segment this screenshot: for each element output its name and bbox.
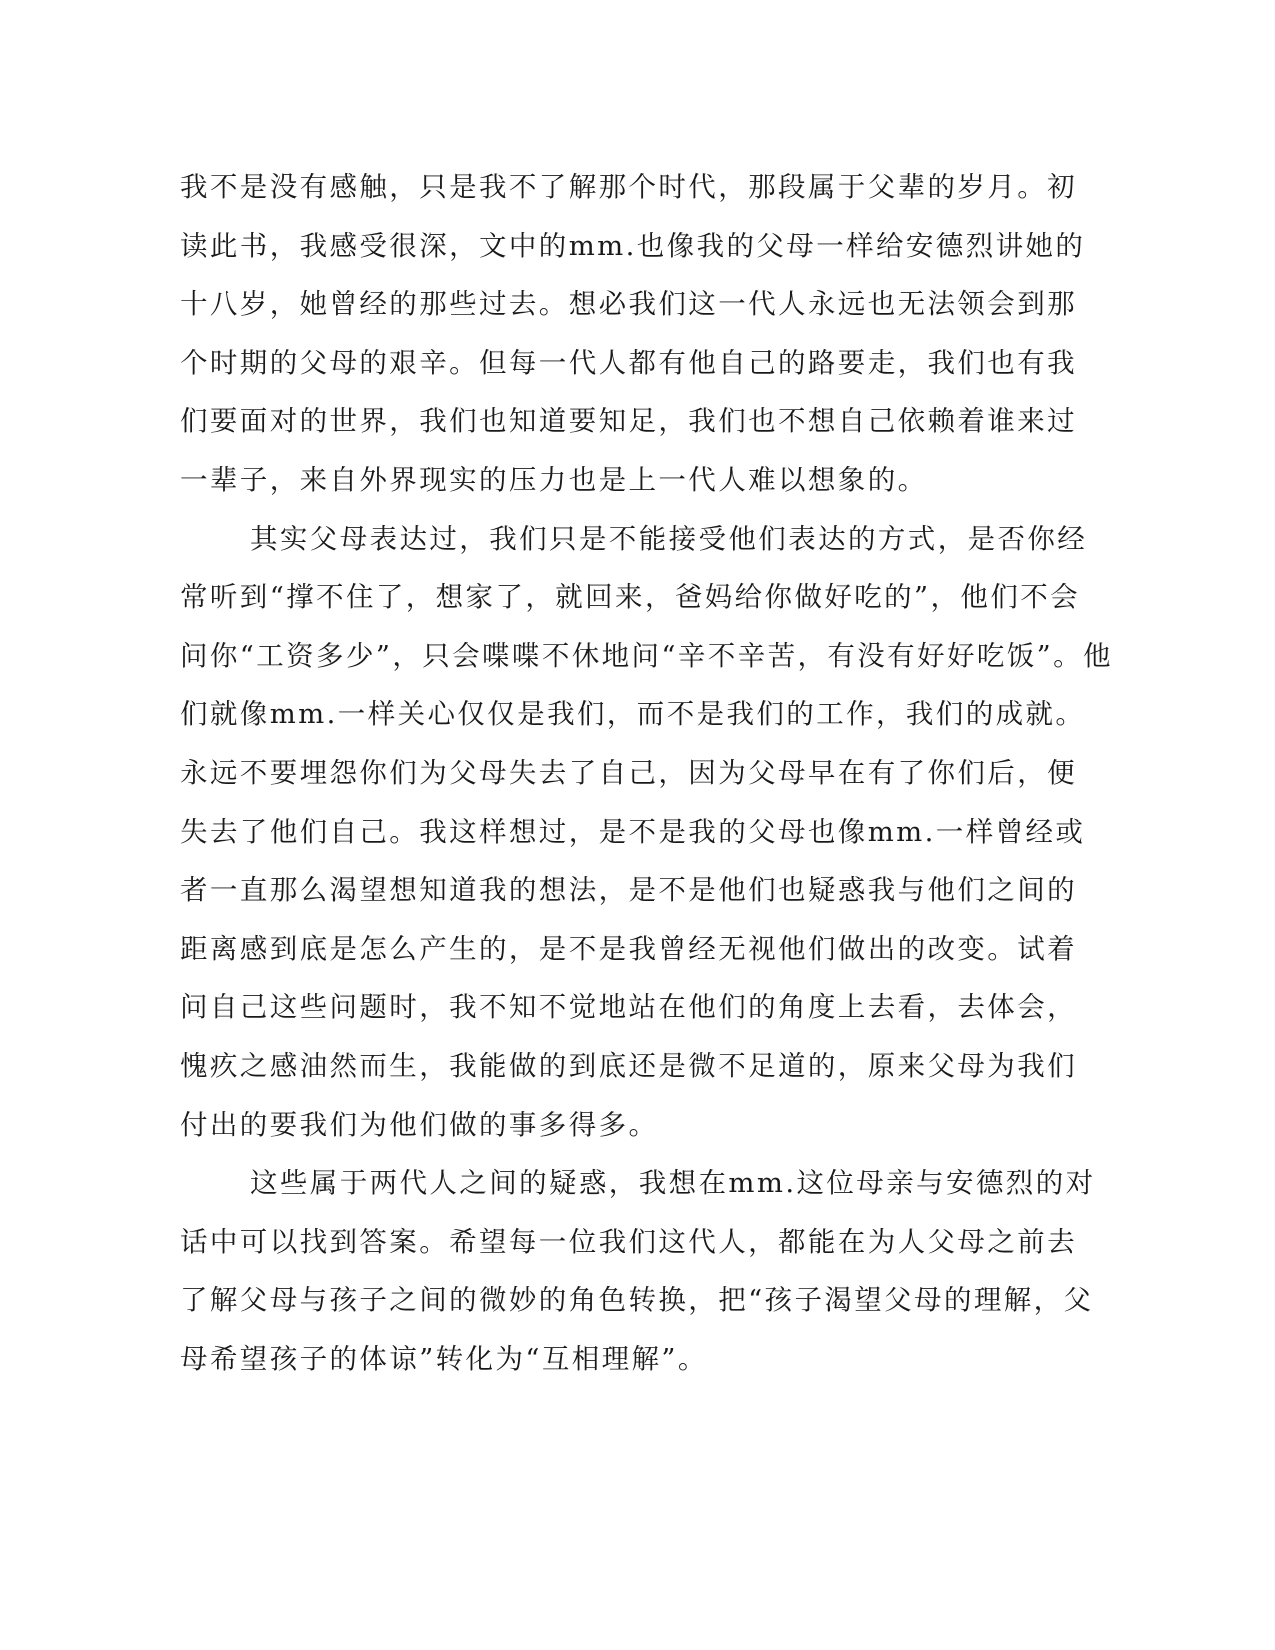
paragraph-2-line-4: 们就像mm.一样关心仅仅是我们，而不是我们的工作，我们的成就。 xyxy=(180,698,1086,731)
paragraph-3-line-3: 了解父母与孩子之间的微妙的角色转换，把“孩子渴望父母的理解，父 xyxy=(180,1284,1094,1317)
paragraph-2-line-1: 其实父母表达过，我们只是不能接受他们表达的方式，是否你经 xyxy=(250,522,1088,555)
paragraph-1-line-5: 们要面对的世界，我们也知道要知足，我们也不想自己依赖着谁来过 xyxy=(180,405,1077,438)
paragraph-2-line-6: 失去了他们自己。我这样想过，是不是我的父母也像mm.一样曾经或 xyxy=(180,815,1086,848)
paragraph-3-line-2: 话中可以找到答案。希望每一位我们这代人，都能在为人父母之前去 xyxy=(180,1225,1077,1258)
document-body xyxy=(180,158,1113,1388)
paragraph-1-line-3: 十八岁，她曾经的那些过去。想必我们这一代人永远也无法领会到那 xyxy=(180,288,1077,321)
paragraph-3-line-4: 母希望孩子的体谅”转化为“互相理解”。 xyxy=(180,1342,708,1375)
paragraph-3-line-1: 这些属于两代人之间的疑惑，我想在mm.这位母亲与安德烈的对 xyxy=(250,1167,1096,1200)
paragraph-2-line-3: 问你“工资多少”，只会喋喋不休地问“辛不辛苦，有没有好好吃饭”。他 xyxy=(180,639,1113,672)
paragraph-2-line-11: 付出的要我们为他们做的事多得多。 xyxy=(180,1108,659,1141)
paragraph-2-line-9: 问自己这些问题时，我不知不觉地站在他们的角度上去看，去体会， xyxy=(180,991,1077,1024)
paragraph-2-line-10: 愧疚之感油然而生，我能做的到底还是微不足道的，原来父母为我们 xyxy=(180,1049,1077,1082)
paragraph-2-line-2: 常听到“撑不住了，想家了，就回来，爸妈给你做好吃的”，他们不会 xyxy=(180,581,1081,614)
paragraph-1-line-2: 读此书，我感受很深，文中的mm.也像我的父母一样给安德烈讲她的 xyxy=(180,229,1086,262)
paragraph-1-line-6: 一辈子，来自外界现实的压力也是上一代人难以想象的。 xyxy=(180,463,928,496)
paragraph-2-line-5: 永远不要埋怨你们为父母失去了自己，因为父母早在有了你们后，便 xyxy=(180,756,1077,789)
paragraph-1-line-4: 个时期的父母的艰辛。但每一代人都有他自己的路要走，我们也有我 xyxy=(180,346,1077,379)
paragraph-2-line-8: 距离感到底是怎么产生的，是不是我曾经无视他们做出的改变。试着 xyxy=(180,932,1077,965)
paragraph-1-line-1: 我不是没有感触，只是我不了解那个时代，那段属于父辈的岁月。初 xyxy=(180,171,1077,203)
paragraph-2-line-7: 者一直那么渴望想知道我的想法，是不是他们也疑惑我与他们之间的 xyxy=(180,874,1077,907)
